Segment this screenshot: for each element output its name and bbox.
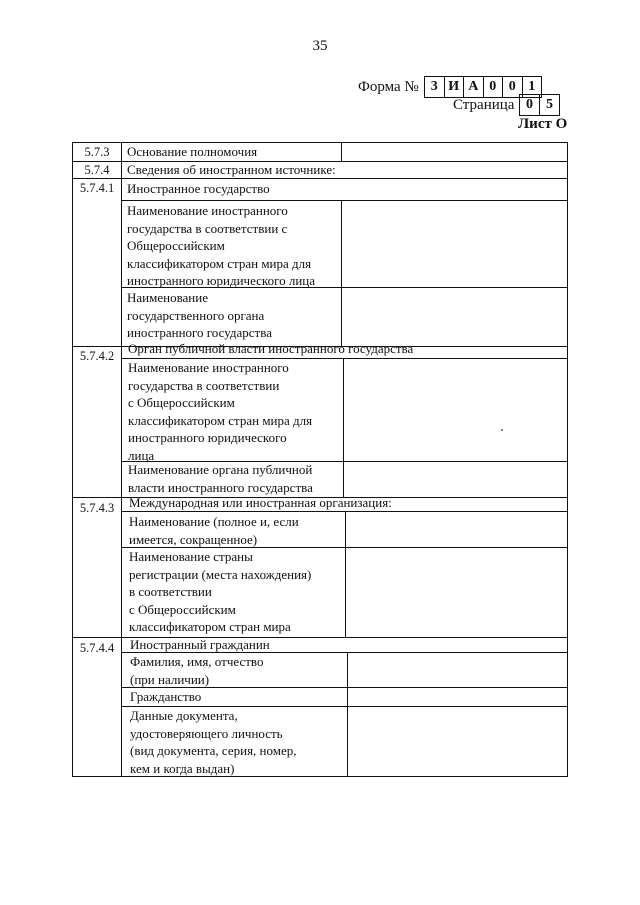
section-heading: Сведения об иностранном источнике:	[127, 162, 336, 177]
field-label: Наименование органа публичной власти иностранного государства	[128, 462, 313, 495]
form-number-label: Форма №	[358, 79, 419, 95]
form-code-cell: 3	[425, 77, 445, 97]
field-label: Фамилия, имя, отчество (при наличии)	[130, 654, 264, 687]
page-label: Страница	[453, 97, 515, 113]
sheet-label: Лист О	[518, 116, 568, 132]
field-label: Данные документа, удостоверяющего личность (вид документа, серия, номер, кем и когда выдан)	[130, 708, 297, 776]
field-label: Наименование иностранного государства в соответствии с Общероссийским классификатором стран мира для иностранного юридического лица	[128, 360, 313, 463]
value-field[interactable]	[345, 202, 565, 286]
value-field[interactable]	[345, 708, 565, 775]
section-heading: Иностранный гражданин	[130, 637, 270, 652]
form-code-cell: 0	[484, 77, 504, 97]
section-heading: Международная или иностранная организация:	[129, 495, 392, 510]
form-code-cell: А	[464, 77, 484, 97]
field-label: Наименование государственного органа иностранного государства	[127, 290, 272, 340]
item-number: 5.7.3	[84, 145, 110, 159]
value-field[interactable]	[345, 654, 565, 686]
page-code-cell: 5	[546, 97, 553, 112]
field-label: Наименование иностранного государства в соответствии с Общероссийским классификатором стран мира для иностранного юридического лица	[127, 203, 316, 288]
scan-speck	[501, 429, 503, 431]
value-field[interactable]	[345, 289, 565, 345]
column-divider	[341, 200, 342, 346]
field-label: Наименование страны регистрации (места нахождения) в соответствии с Общероссийским классификатором стран мира	[129, 549, 312, 634]
section-heading: Иностранное государство	[127, 181, 270, 196]
value-field[interactable]	[345, 144, 565, 161]
form-code-cell: И	[445, 77, 465, 97]
section-heading: Орган публичной власти иностранного государства	[128, 341, 414, 356]
item-number: 5.7.4.3	[79, 501, 115, 515]
item-number: 5.7.4.4	[79, 641, 115, 655]
field-label: Наименование (полное и, если имеется, сокращенное)	[129, 514, 299, 547]
value-field[interactable]	[345, 549, 565, 636]
field-label: Гражданство	[130, 689, 202, 704]
item-number: 5.7.4.1	[79, 181, 115, 195]
page-number: 35	[312, 38, 328, 54]
form-code-cell: 1	[528, 79, 536, 94]
page-code-cell: 0	[520, 95, 540, 115]
source-info-table	[72, 142, 568, 777]
form-code-cell: 0	[503, 77, 523, 97]
field-label: Основание полномочия	[127, 144, 258, 159]
column-divider	[343, 358, 344, 497]
value-field[interactable]	[345, 689, 565, 705]
value-field[interactable]	[345, 513, 565, 546]
item-number: 5.7.4	[84, 163, 110, 177]
value-field[interactable]	[345, 463, 565, 496]
column-divider	[121, 143, 122, 776]
page-code-cells	[519, 94, 560, 116]
column-divider	[341, 143, 342, 161]
value-field[interactable]	[345, 359, 565, 459]
row-divider	[121, 200, 567, 201]
item-number: 5.7.4.2	[79, 349, 115, 363]
